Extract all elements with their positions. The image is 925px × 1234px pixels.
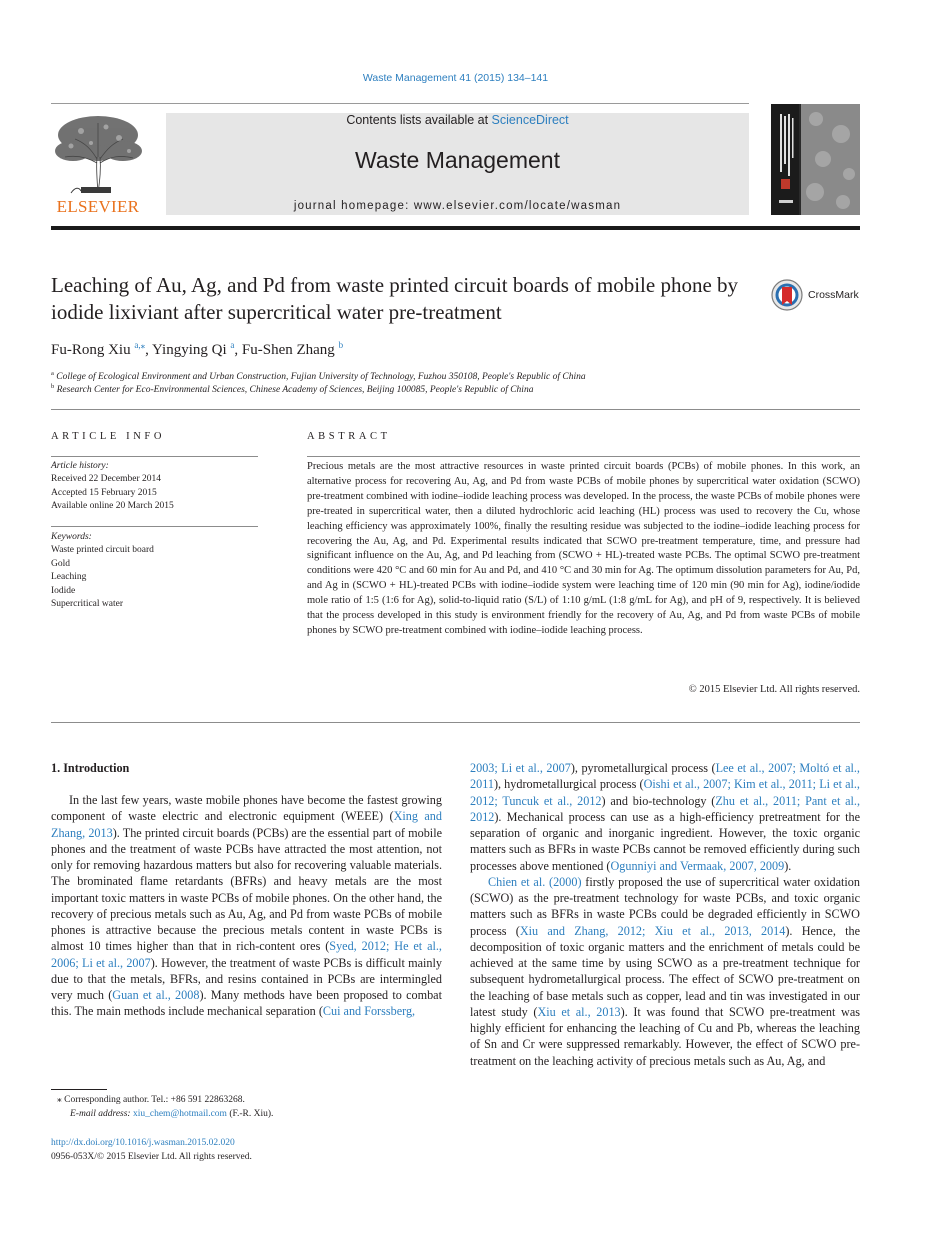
- journal-masthead: [166, 113, 749, 215]
- homepage-url-link[interactable]: www.elsevier.com/locate/wasman: [413, 200, 622, 212]
- paragraph-text: ). However, the treatment of waste PCBs is difficult mainly due to that the metals, BFRs, and resins contained in PCBs are intermingled very much (: [51, 955, 442, 1002]
- paragraph-text: In the last few years, waste mobile phones have become the fastest growing component of waste electric and electronic equipment (WEEE) (: [51, 793, 442, 824]
- article-info-heading: ARTICLE INFO: [51, 431, 166, 442]
- history-received: Received 22 December 2014: [51, 474, 161, 485]
- masthead-bottom-rule: [51, 226, 860, 230]
- body-column-left: [51, 792, 442, 1020]
- email-suffix: (F.-R. Xiu).: [226, 1109, 274, 1119]
- journal-cover-thumbnail[interactable]: [771, 104, 860, 215]
- keyword-item: Supercritical water: [51, 599, 124, 610]
- body-section-divider: [51, 722, 860, 723]
- article-history: [51, 460, 258, 514]
- section-heading-introduction: 1. Introduction: [51, 761, 130, 775]
- author-affiliation-marker[interactable]: a,⁎: [134, 340, 146, 350]
- paragraph-text: ). Hence, the decomposition of toxic organic matters and the enrichment of metals could be achieved at the same time by using SCWO as a pre-treatment technique for subsequent hydrometallurgical process. The effect of SCWO pre-treatment on the leaching of base metals such as copper, lead and tin was investigated in our latest study (: [470, 923, 861, 1019]
- history-accepted: Accepted 15 February 2015: [51, 487, 157, 498]
- author-name: Fu-Rong Xiu: [51, 342, 131, 358]
- crossmark-icon: [771, 279, 805, 311]
- citation-link[interactable]: Oishi et al., 2007; Kim et al., 2011; Li et al., 2012; Tuncuk et al., 2012: [470, 777, 860, 808]
- intro-paragraph-1: [51, 792, 442, 1020]
- article-title: Leaching of Au, Ag, and Pd from waste printed circuit boards of mobile phone by iodide lixiviant after supercritical water pre-treatment: [51, 273, 739, 324]
- corresponding-author-note: ⁎ Corresponding author. Tel.: +86 591 22863268.: [57, 1095, 245, 1105]
- elsevier-wordmark: ELSEVIER: [56, 197, 140, 216]
- header-section-divider: [51, 409, 860, 410]
- header-divider: [51, 103, 749, 104]
- keyword-item: Iodide: [51, 585, 76, 596]
- abstract-copyright: © 2015 Elsevier Ltd. All rights reserved.: [688, 684, 860, 695]
- citation-link[interactable]: Zhu et al., 2011; Pant et al., 2012: [470, 793, 861, 824]
- keywords-label: Keywords:: [51, 532, 92, 542]
- paragraph-text: firstly proposed the use of supercritical water oxidation (SCWO) as the pre-treatment technology for waste PCBs, and toxic organic matters such as BFRs in waste PCBs could be degraded efficiently in SCWO process (: [470, 874, 860, 938]
- affiliation-marker: a: [51, 370, 54, 377]
- keywords-rule: [51, 526, 258, 527]
- sciencedirect-link[interactable]: ScienceDirect: [491, 113, 569, 127]
- crossmark-label: CrossMark: [808, 289, 859, 301]
- citation-link[interactable]: Xiu et al., 2013: [537, 1004, 621, 1019]
- author-name: Yingying Qi: [152, 342, 227, 358]
- affiliation-text: Research Center for Eco-Environmental Sciences, Chinese Academy of Sciences, Beijing 100085, People's Republic of China: [56, 385, 534, 396]
- paragraph-text: ) and bio-technology (: [601, 793, 716, 808]
- issn-line: 0956-053X/© 2015 Elsevier Ltd. All rights reserved.: [51, 1152, 252, 1162]
- citation-link[interactable]: Lee et al., 2007; Moltó et al., 2011: [470, 761, 860, 792]
- paragraph-text: ). It was found that SCWO pre-treatment was highly efficient for enhancing the leaching of Cu and Pb, whereas the leaching of Sn and Cr were suppressed remarkably. However, the effect of SCWO pre-treatment on the leaching activity of precious metals such as Au, Ag, and: [470, 1004, 860, 1068]
- author-list: Fu-Rong Xiu $^{a,⁎}$, Yingying Qi $^a$, Fu-Shen Zhang $^b$: [51, 340, 344, 358]
- doi-block: [51, 1136, 252, 1164]
- paragraph-text: ), hydrometallurgical process (: [493, 777, 644, 792]
- crossmark-button[interactable]: [771, 279, 863, 311]
- tree-icon: [51, 113, 145, 195]
- body-column-right: [470, 760, 860, 1069]
- citation-link[interactable]: Syed, 2012; He et al., 2006; Li et al., 2007: [51, 939, 442, 970]
- intro-paragraph-2: [470, 874, 860, 1069]
- keywords-list: [51, 531, 258, 611]
- article-info-rule: [51, 456, 258, 457]
- keyword-item: Waste printed circuit board: [51, 545, 154, 556]
- author-name: Fu-Shen Zhang: [241, 342, 335, 358]
- journal-title: Waste Management: [355, 147, 560, 173]
- keyword-item: Leaching: [51, 572, 87, 583]
- corresponding-author-footnote: [51, 1093, 442, 1121]
- footnote-rule: [51, 1089, 107, 1090]
- cover-image: [771, 104, 860, 215]
- citation-link[interactable]: 2003; Li et al., 2007: [470, 761, 571, 775]
- paragraph-text: ). The printed circuit boards (PCBs) are the essential part of mobile phones and the treatment of waste PCBs have attracted the most attention, not only for removing hazardous matters but also for recovering valuable materials. The brominated flame retardants (BFRs) and heavy metals are the most important toxic matters in waste PCBs of mobile phones. On the other hand, the recovery of precious metals such as Au, Ag, and Pd from waste PCBs of mobile phones is attractive because the precious metals content in waste PCBs is almost 10 times higher than that in rich-content ores (: [51, 825, 442, 954]
- keyword-item: Gold: [51, 558, 70, 569]
- citation-link[interactable]: Chien et al. (2000): [488, 874, 582, 889]
- elsevier-tree-logo[interactable]: [51, 113, 145, 217]
- paragraph-text: ). Mechanical process can use as a high-efficiency pretreatment for the separation of organic and inorganic ingredient. However, the toxic organic matters such as BFRs in waste PCBs cannot be removed efficiently during such processes above mentioned (: [470, 809, 860, 873]
- doi-link[interactable]: http://dx.doi.org/10.1016/j.wasman.2015.02.020: [51, 1138, 235, 1148]
- abstract-rule: [307, 456, 860, 457]
- citation-link[interactable]: Cui and Forssberg,: [322, 1004, 416, 1019]
- affiliation-b: [51, 383, 533, 395]
- citation-link[interactable]: Guan et al., 2008: [112, 988, 200, 1002]
- contents-availability: [166, 113, 749, 127]
- journal-reference-link[interactable]: Waste Management 41 (2015) 134–141: [362, 72, 549, 84]
- author-affiliation-marker[interactable]: a: [230, 340, 235, 350]
- intro-paragraph-1-continued: [470, 760, 860, 874]
- email-link[interactable]: xiu_chem@hotmail.com: [132, 1109, 227, 1119]
- email-label: E-mail address:: [70, 1109, 133, 1119]
- homepage-prefix: journal homepage:: [293, 200, 414, 212]
- journal-homepage: [166, 200, 749, 212]
- paragraph-text: ). Many methods have been proposed to combat this. The main methods include mechanical separation (: [51, 988, 442, 1019]
- affiliation-marker: b: [51, 383, 55, 390]
- history-label: Article history:: [51, 461, 109, 471]
- contents-prefix: Contents lists available at: [346, 113, 492, 127]
- affiliation-text: College of Ecological Environment and Urban Construction, Fujian University of Technology, Fuzhou 350108, People's Republic of China: [56, 372, 586, 383]
- citation-link[interactable]: Xing and Zhang, 2013: [51, 809, 442, 840]
- paragraph-text: ).: [784, 858, 792, 873]
- paragraph-text: ), pyrometallurgical process (: [570, 761, 716, 775]
- citation-link[interactable]: Ogunniyi and Vermaak, 2007, 2009: [610, 858, 785, 873]
- abstract-heading: ABSTRACT: [307, 431, 391, 442]
- author-affiliation-marker[interactable]: b: [338, 340, 344, 350]
- history-online: Available online 20 March 2015: [51, 501, 174, 512]
- abstract-body: Precious metals are the most attractive resources in waste printed circuit boards (PCBs) of mobile phones. In this work, an alternative process for recovering Au, Ag, and Pd from waste PCBs of mobile phones by supercritical water oxidation (SCWO) pre-treatment combined with iodine–iodide leaching process was developed. In the process, the waste PCBs of mobile phones were pre-treated in supercritical water, then a diluted hydrochloric acid leaching (HL) process was used to recovery the Cu, whose leaching efficiency was approximately 100%, finally the resulting residue was subjected to the iodine–iodide leaching process for recovering the Au, Ag, and Pd. Experimental results indicated that SCWO pre-treatment temperature, time, and pressure had significant influence on the Au, Ag, and Pd leaching from (SCWO + HL)-treated waste PCBs. The optimal SCWO pre-treatment conditions were 420 °C and 60 min for Au and Pd, and 410 °C and 30 min for Ag. The optimum dissolution parameters for Au, Pd, and Ag in (SCWO + HL)-treated PCBs with iodine–iodide system were leaching time of 120 min (90 min for Ag), iodine/iodide mole ratio of 1:5 (1:6 for Ag), solid-to-liquid ratio (S/L) of 1:10 g/mL (1:8 g/mL for Ag), and pH of 9, respectively. It is believed that the process developed in this study is environment friendly for the recovery of Au, Ag, and Pd from waste PCBs of mobile phones by SCWO pre-treatment combined with iodine–iodide leaching process.: [307, 461, 860, 636]
- citation-link[interactable]: Xiu and Zhang, 2012; Xiu et al., 2013, 2014: [519, 923, 786, 938]
- affiliation-a: [51, 370, 586, 382]
- email-line: [51, 1107, 442, 1121]
